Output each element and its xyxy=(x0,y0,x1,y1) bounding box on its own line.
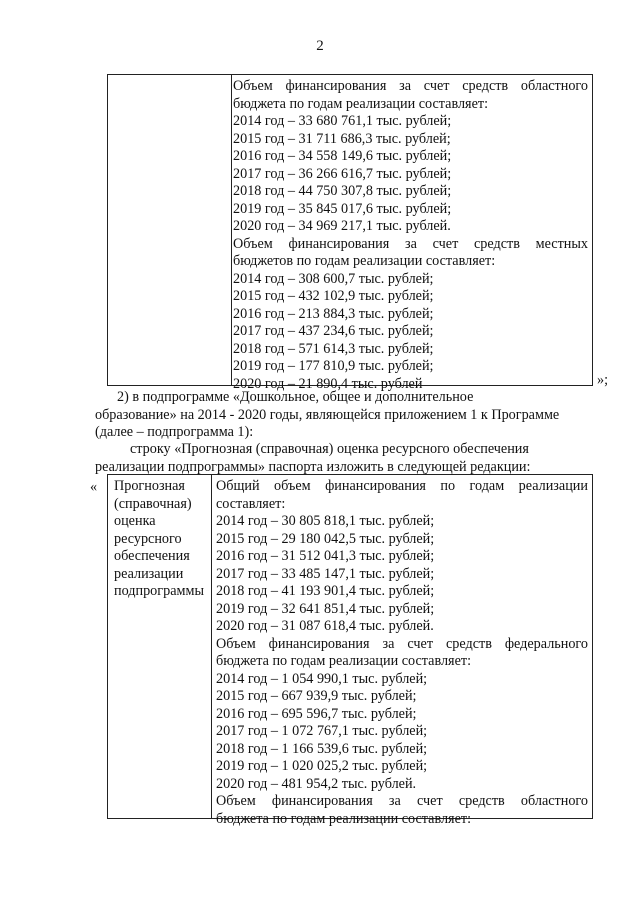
text-line: бюджета по годам реализации составляет: xyxy=(233,95,489,112)
text-line: Общий объем финансирования по годам реализации xyxy=(216,478,588,494)
text-line: 2017 год – 33 485 147,1 тыс. рублей; xyxy=(216,565,435,582)
text-line: Объем финансирования за счет средств местных xyxy=(233,235,588,252)
text-line: 2015 год – 667 939,9 тыс. рублей; xyxy=(216,688,417,704)
table-left-cell-empty xyxy=(108,75,232,385)
text-line: 2019 год – 35 845 017,6 тыс. рублей; xyxy=(233,200,452,217)
table-right-cell xyxy=(233,78,588,393)
text-line: строку «Прогнозная (справочная) оценка ресурсного обеспечения xyxy=(130,441,529,457)
text-line: (справочная) xyxy=(114,495,192,512)
text-line: 2015 год – 432 102,9 тыс. рублей; xyxy=(233,288,434,304)
text-line: 2015 год – 31 711 686,3 тыс. рублей; xyxy=(233,130,451,147)
text-line: 2019 год – 32 641 851,4 тыс. рублей; xyxy=(216,600,435,617)
text-line: образование» на 2014 - 2020 годы, являющейся приложением 1 к Программе xyxy=(95,406,560,423)
text-line: Объем финансирования за счет средств федерального xyxy=(216,635,588,652)
funding-table xyxy=(107,474,593,827)
instruction-paragraph xyxy=(95,441,597,476)
text-line: реализации xyxy=(114,565,184,582)
text-line: Объем финансирования за счет средств областного xyxy=(216,793,588,809)
text-line: 2017 год – 1 072 767,1 тыс. рублей; xyxy=(216,723,428,739)
text-line: обеспечения xyxy=(114,548,190,564)
text-line: бюджета по годам реализации составляет: xyxy=(216,810,472,827)
item-2-paragraph xyxy=(95,389,597,442)
opening-quote: « xyxy=(90,479,98,495)
text-line: составляет: xyxy=(216,495,286,512)
text-line: реализации подпрограммы» паспорта изложить в следующей редакции: xyxy=(95,458,531,475)
text-line: 2018 год – 571 614,3 тыс. рублей; xyxy=(233,340,434,357)
text-line: 2014 год – 30 805 818,1 тыс. рублей; xyxy=(216,513,435,529)
text-line: бюджета по годам реализации составляет: xyxy=(216,653,472,669)
table-right-cell xyxy=(216,478,588,828)
text-line: 2014 год – 1 054 990,1 тыс. рублей; xyxy=(216,670,428,687)
text-line: 2018 год – 41 193 901,4 тыс. рублей; xyxy=(216,583,435,599)
text-line: 2020 год – 34 969 217,1 тыс. рублей. xyxy=(233,218,451,234)
text-line: 2014 год – 308 600,7 тыс. рублей; xyxy=(233,270,434,287)
text-line: 2017 год – 36 266 616,7 тыс. рублей; xyxy=(233,165,452,182)
text-line: 2020 год – 21 890,4 тыс. рублей xyxy=(233,375,423,392)
text-line: оценка xyxy=(114,513,156,529)
text-line: 2014 год – 33 680 761,1 тыс. рублей; xyxy=(233,113,452,129)
text-line: 2016 год – 34 558 149,6 тыс. рублей; xyxy=(233,148,452,164)
text-line: подпрограммы xyxy=(114,583,204,599)
text-line: 2017 год – 437 234,6 тыс. рублей; xyxy=(233,323,434,339)
text-line: 2015 год – 29 180 042,5 тыс. рублей; xyxy=(216,530,435,547)
text-line: Объем финансирования за счет средств областного xyxy=(233,78,588,94)
text-line: 2018 год – 44 750 307,8 тыс. рублей; xyxy=(233,183,452,199)
page-number: 2 xyxy=(316,38,324,54)
text-line: Прогнозная xyxy=(114,478,185,494)
funding-table-continued xyxy=(107,74,593,392)
text-line: 2019 год – 1 020 025,2 тыс. рублей; xyxy=(216,758,428,774)
text-line: (далее – подпрограмма 1): xyxy=(95,424,254,440)
table-left-cell xyxy=(108,475,212,818)
text-line: ресурсного xyxy=(114,530,182,547)
text-line: 2016 год – 213 884,3 тыс. рублей; xyxy=(233,305,434,322)
text-line: 2) в подпрограмме «Дошкольное, общее и дополнительное xyxy=(117,389,474,405)
text-line: 2016 год – 31 512 041,3 тыс. рублей; xyxy=(216,548,435,564)
text-line: 2016 год – 695 596,7 тыс. рублей; xyxy=(216,705,417,722)
text-line: 2020 год – 31 087 618,4 тыс. рублей. xyxy=(216,618,434,634)
text-line: 2019 год – 177 810,9 тыс. рублей; xyxy=(233,358,434,374)
text-line: 2020 год – 481 954,2 тыс. рублей. xyxy=(216,775,417,792)
closing-quote: »; xyxy=(597,372,609,388)
text-line: бюджетов по годам реализации составляет: xyxy=(233,253,496,269)
text-line: 2018 год – 1 166 539,6 тыс. рублей; xyxy=(216,740,428,757)
